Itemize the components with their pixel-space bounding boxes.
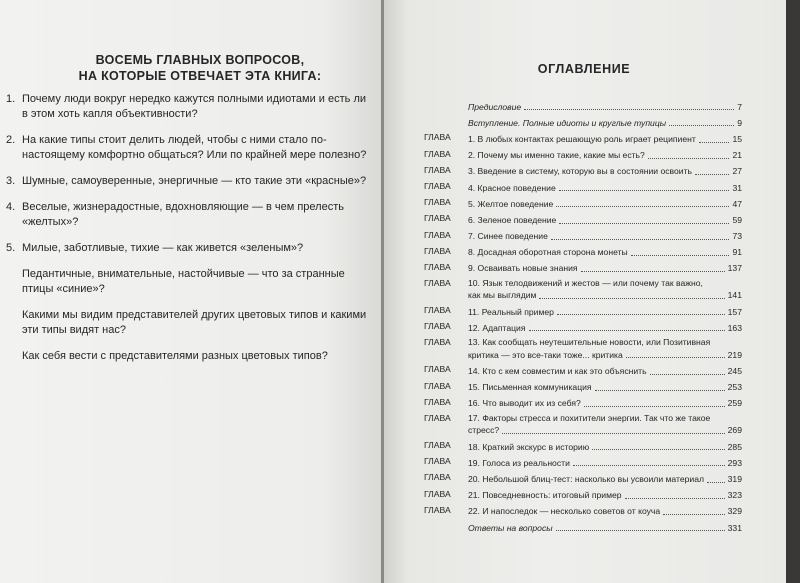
toc-entry <box>424 393 742 409</box>
toc-chapter-label: ГЛАВА <box>424 456 451 467</box>
toc-dot-leader <box>557 314 725 315</box>
toc-entry-title: 10. Язык телодвижений и жестов — или почему так важно, <box>468 277 703 288</box>
toc-page-number: 253 <box>727 382 742 393</box>
toc-page-number: 329 <box>727 506 742 517</box>
toc-entry-line <box>468 442 742 453</box>
question-text: Как себя вести с представителями разных цветовых типов? <box>22 350 328 362</box>
toc-chapter-label <box>424 96 468 100</box>
question-text: Милые, заботливые, тихие — как живется «зеленым»? <box>22 242 304 254</box>
question-item <box>0 349 372 364</box>
toc-entry <box>424 128 742 144</box>
toc-page-number: 31 <box>732 182 742 193</box>
toc-entry-line <box>468 231 742 242</box>
question-item <box>0 133 372 163</box>
toc-page-number: 323 <box>727 490 742 501</box>
toc-entry-line <box>468 425 742 436</box>
question-text: На какие типы стоит делить людей, чтобы с ними стало по-настоящему комфортно общаться? Или по крайней мере полезно? <box>22 134 367 161</box>
toc-dot-leader <box>502 433 724 434</box>
toc-entry-body <box>468 242 742 258</box>
toc-entry-title: 6. Зеленое поведение <box>468 214 557 225</box>
toc-dot-leader <box>529 330 725 331</box>
toc-entry <box>424 161 742 177</box>
toc-entry <box>424 501 742 517</box>
toc-entry <box>424 258 742 274</box>
toc-entry-line <box>468 102 742 113</box>
toc-entry-line <box>468 278 742 289</box>
toc-entry-line <box>468 247 742 258</box>
toc-dot-leader <box>559 190 730 191</box>
toc-entry-line <box>468 323 742 334</box>
toc-chapter-label: ГЛАВА <box>424 440 451 450</box>
toc-entry-title: 5. Желтое поведение <box>468 198 554 209</box>
toc-entry-title: 13. Как сообщать неутешительные новости, или Позитивная <box>468 337 711 348</box>
toc-entry-body <box>468 468 742 484</box>
toc-entry-body <box>468 226 742 242</box>
toc-entry-body <box>468 274 742 301</box>
toc-page-number: 9 <box>737 117 742 128</box>
toc-chapter-label: ГЛАВА <box>424 245 451 256</box>
toc-chapter-label: ГЛАВА <box>424 180 451 191</box>
toc-entry-title: 9. Осваивать новые знания <box>468 263 578 274</box>
toc-page-number: 319 <box>727 473 742 484</box>
toc-entry <box>424 226 742 242</box>
question-item <box>0 241 372 256</box>
question-text: Почему люди вокруг нередко кажутся полными идиотами и есть ли в этом хоть капля объективности? <box>22 93 367 120</box>
toc-dot-leader <box>573 465 725 466</box>
toc-page-number: 7 <box>737 101 742 112</box>
toc-chapter-label: ГЛАВА <box>424 337 451 348</box>
toc-entry-body <box>468 96 742 112</box>
toc-dot-leader <box>524 109 734 110</box>
toc-chapter-label: ГЛАВА <box>424 278 451 289</box>
toc-entry <box>424 377 742 393</box>
questions-heading <box>40 52 360 84</box>
toc-dot-leader <box>551 239 730 240</box>
toc-entry-line <box>468 490 742 501</box>
toc-entry-line <box>468 166 742 177</box>
page-edge <box>786 0 800 583</box>
toc-entry <box>424 452 742 468</box>
toc-entry-line <box>468 350 742 361</box>
toc-entry-body <box>468 128 742 144</box>
toc-entry <box>424 209 742 225</box>
toc-entry-body <box>468 393 742 409</box>
toc-entry <box>424 485 742 501</box>
toc-page-number: 157 <box>727 306 742 317</box>
question-item <box>0 174 372 189</box>
toc-entry <box>424 145 742 161</box>
toc-entry-line <box>468 150 742 161</box>
toc-entry-title: 20. Небольшой блиц-тест: насколько вы усвоили материал <box>468 473 705 484</box>
toc-entry-body <box>468 333 742 360</box>
question-number: 1. <box>6 93 16 105</box>
toc-dot-leader <box>625 498 725 499</box>
toc-dot-leader <box>650 374 725 375</box>
toc-entry-body <box>468 301 742 317</box>
toc-entry-body <box>468 409 742 436</box>
toc-entry <box>424 193 742 209</box>
toc-entry-title: 14. Кто с кем совместим и как это объяснить <box>468 366 647 377</box>
toc-chapter-label: ГЛАВА <box>424 380 451 391</box>
toc-entry-line <box>468 366 742 377</box>
toc-entry-line <box>468 183 742 194</box>
toc-entry-title: Ответы на вопросы <box>468 522 553 533</box>
toc-chapter-label <box>424 517 468 521</box>
toc-entry-line <box>468 413 742 424</box>
toc-entry-line <box>468 398 742 409</box>
table-of-contents <box>424 96 742 533</box>
toc-entry-line <box>468 506 742 517</box>
toc-entry-title: Вступление. Полные идиоты и круглые тупицы <box>468 117 667 128</box>
toc-page-number: 21 <box>732 150 742 161</box>
toc-entry <box>424 436 742 452</box>
toc-chapter-label: ГЛАВА <box>424 197 451 208</box>
toc-dot-leader <box>539 298 724 299</box>
toc-page-number: 285 <box>727 441 742 452</box>
right-page <box>384 0 786 583</box>
question-item <box>0 92 372 122</box>
toc-chapter-label: ГЛАВА <box>424 396 451 407</box>
toc-entry <box>424 333 742 360</box>
toc-entry-body <box>468 161 742 177</box>
toc-dot-leader <box>556 530 725 531</box>
toc-entry-line <box>468 215 742 226</box>
toc-dot-leader <box>695 174 729 175</box>
toc-chapter-label: ГЛАВА <box>424 261 451 272</box>
toc-entry-line <box>468 290 742 301</box>
question-number: 5. <box>6 242 16 254</box>
toc-entry-body <box>468 452 742 468</box>
toc-entry-line <box>468 199 742 210</box>
question-item <box>0 267 372 297</box>
left-page <box>0 0 382 583</box>
toc-entry-title: 12. Адаптация <box>468 322 526 333</box>
toc-page-number: 47 <box>732 198 742 209</box>
questions-heading-line-2: НА КОТОРЫЕ ОТВЕЧАЕТ ЭТА КНИГА: <box>78 69 322 83</box>
toc-entry-body <box>468 145 742 161</box>
toc-entry-line <box>468 382 742 393</box>
toc-entry-title: критика — это все-таки тоже... критика <box>468 349 623 360</box>
toc-entry-title: 8. Досадная оборотная сторона монеты <box>468 247 628 258</box>
toc-entry-title: 4. Красное поведение <box>468 182 556 193</box>
toc-page-number: 59 <box>732 214 742 225</box>
toc-page-number: 15 <box>732 133 742 144</box>
question-number: 3. <box>6 175 16 187</box>
toc-page-number: 245 <box>727 366 742 377</box>
question-item <box>0 308 372 338</box>
toc-page-number: 73 <box>732 231 742 242</box>
toc-entry-title: 16. Что выводит их из себя? <box>468 398 581 409</box>
toc-dot-leader <box>595 390 725 391</box>
toc-page-number: 331 <box>727 522 742 533</box>
question-text: Какими мы видим представителей других цветовых типов и какими эти типы видят нас? <box>22 309 367 336</box>
toc-page-number: 27 <box>732 166 742 177</box>
toc-entry <box>424 409 742 436</box>
question-text: Шумные, самоуверенные, энергичные — кто такие эти «красные»? <box>22 175 367 187</box>
toc-dot-leader <box>556 206 729 207</box>
toc-entry-title: 11. Реальный пример <box>468 306 554 317</box>
toc-chapter-label: ГЛАВА <box>424 504 451 515</box>
toc-dot-leader <box>669 125 734 126</box>
toc-entry-body <box>468 501 742 517</box>
toc-entry-body <box>468 377 742 393</box>
toc-entry-body <box>468 317 742 333</box>
toc-chapter-label <box>424 112 468 116</box>
toc-chapter-label: ГЛАВА <box>424 164 451 175</box>
toc-entry-title: Предисловие <box>468 101 522 112</box>
toc-chapter-label: ГЛАВА <box>424 413 451 423</box>
question-item <box>0 200 372 230</box>
toc-page-number: 293 <box>727 457 742 468</box>
toc-chapter-label: ГЛАВА <box>424 229 451 240</box>
toc-entry-body <box>468 177 742 193</box>
toc-entry-line <box>468 337 742 348</box>
toc-entry-body <box>468 258 742 274</box>
toc-dot-leader <box>581 271 725 272</box>
toc-entry-title: как мы выглядим <box>468 290 537 301</box>
toc-entry-title: стресс? <box>468 425 500 436</box>
questions-list <box>0 92 372 375</box>
toc-page-number: 219 <box>727 349 742 360</box>
toc-entry-line <box>468 118 742 129</box>
toc-entry <box>424 177 742 193</box>
toc-dot-leader <box>699 142 730 143</box>
toc-entry-body <box>468 485 742 501</box>
toc-chapter-label: ГЛАВА <box>424 148 451 159</box>
toc-chapter-label: ГЛАВА <box>424 488 451 499</box>
toc-entry <box>424 517 742 533</box>
toc-entry <box>424 242 742 258</box>
toc-entry-title: 2. Почему мы именно такие, какие мы есть? <box>468 150 645 161</box>
toc-entry-title: 22. И напоследок — несколько советов от коуча <box>468 506 661 517</box>
question-number: 2. <box>6 134 16 146</box>
toc-entry <box>424 274 742 301</box>
toc-entry-body <box>468 209 742 225</box>
toc-entry-title: 15. Письменная коммуникация <box>468 382 592 393</box>
toc-entry-body <box>468 360 742 376</box>
toc-page-number: 269 <box>727 425 742 436</box>
toc-entry-line <box>468 134 742 145</box>
toc-page-number: 137 <box>727 263 742 274</box>
toc-entry-body <box>468 193 742 209</box>
question-text: Веселые, жизнерадостные, вдохновляющие — в чем прелесть «желтых»? <box>22 201 344 228</box>
toc-entry <box>424 360 742 376</box>
questions-heading-line-1: ВОСЕМЬ ГЛАВНЫХ ВОПРОСОВ, <box>95 53 305 67</box>
toc-page-number: 259 <box>727 398 742 409</box>
toc-entry-title: 21. Повседневность: итоговый пример <box>468 490 622 501</box>
toc-entry-title: 1. В любых контактах решающую роль играет реципиент <box>468 133 696 144</box>
toc-entry-line <box>468 474 742 485</box>
toc-heading: ОГЛАВЛЕНИЕ <box>537 62 631 76</box>
toc-entry-title: 18. Краткий экскурс в историю <box>468 441 590 452</box>
toc-chapter-label: ГЛАВА <box>424 132 451 143</box>
toc-entry <box>424 112 742 128</box>
toc-entry-title: 17. Факторы стресса и похитители энергии. Так что же такое <box>468 412 711 423</box>
toc-chapter-label: ГЛАВА <box>424 321 451 332</box>
toc-entry-body <box>468 517 742 533</box>
toc-entry <box>424 317 742 333</box>
toc-chapter-label: ГЛАВА <box>424 364 451 375</box>
toc-entry <box>424 96 742 112</box>
toc-dot-leader <box>663 514 724 515</box>
toc-entry-line <box>468 523 742 534</box>
toc-entry <box>424 301 742 317</box>
toc-dot-leader <box>592 449 725 450</box>
question-number: 4. <box>6 201 16 213</box>
toc-page-number: 91 <box>732 247 742 258</box>
question-text: Педантичные, внимательные, настойчивые — что за странные птицы «синие»? <box>22 268 345 295</box>
toc-entry-title: 3. Введение в систему, которую вы в состоянии освоить <box>468 166 693 177</box>
toc-dot-leader <box>648 158 730 159</box>
toc-chapter-label: ГЛАВА <box>424 472 451 483</box>
toc-entry-title: 19. Голоса из реальности <box>468 457 570 468</box>
toc-dot-leader <box>707 482 725 483</box>
toc-entry-line <box>468 458 742 469</box>
toc-entry-body <box>468 112 742 128</box>
toc-entry <box>424 468 742 484</box>
toc-dot-leader <box>559 223 729 224</box>
toc-page-number: 163 <box>727 322 742 333</box>
toc-page-number: 141 <box>727 290 742 301</box>
toc-dot-leader <box>626 357 725 358</box>
toc-dot-leader <box>631 255 730 256</box>
toc-dot-leader <box>584 406 725 407</box>
toc-entry-line <box>468 263 742 274</box>
toc-entry-title: 7. Синее поведение <box>468 231 548 242</box>
toc-chapter-label: ГЛАВА <box>424 213 451 224</box>
toc-entry-line <box>468 307 742 318</box>
toc-chapter-label: ГЛАВА <box>424 305 451 316</box>
toc-entry-body <box>468 436 742 452</box>
